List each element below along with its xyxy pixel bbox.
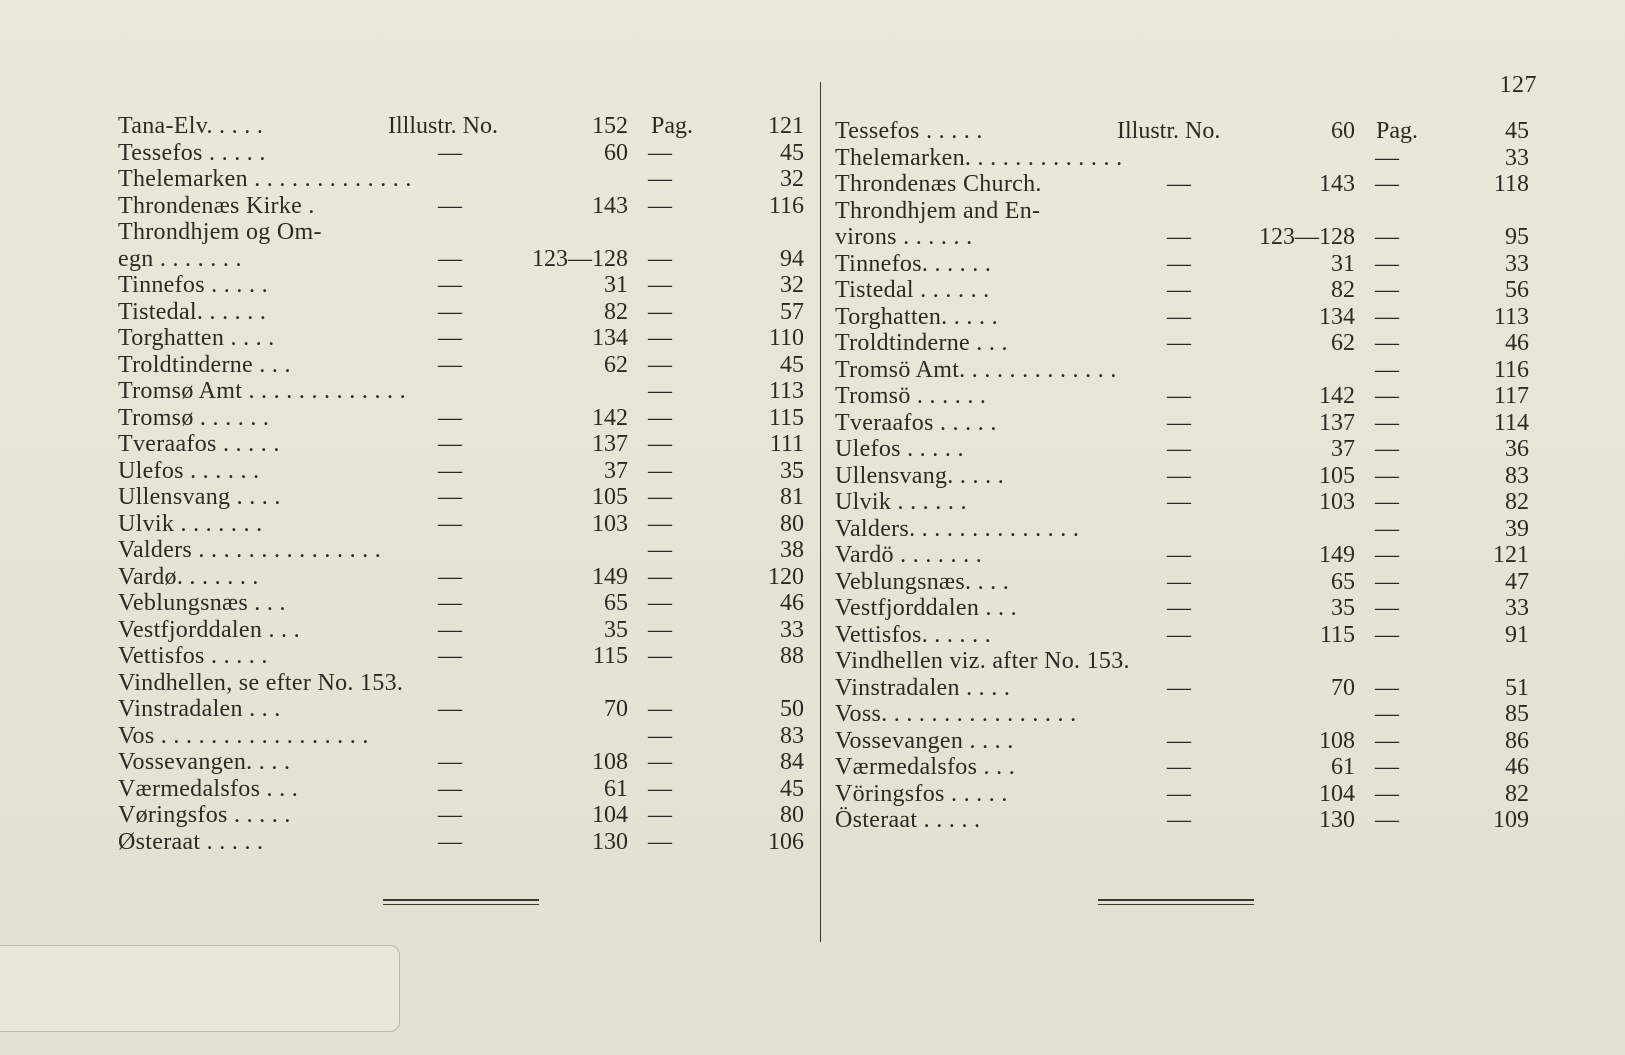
- entry-name: Tveraafos . . . . .: [118, 431, 280, 457]
- entry-illustration-number: 62: [1331, 330, 1355, 356]
- entry-illustration-number: 115: [592, 643, 628, 669]
- end-rule-right: [1098, 899, 1254, 901]
- entry-name: Tromsø . . . . . .: [118, 404, 270, 431]
- entry-illustration-ditto: —: [438, 696, 462, 722]
- entry-page-ditto: —: [1375, 754, 1399, 780]
- entry-illustration-number: 130: [592, 828, 628, 855]
- entry-name: Tromsö . . . . . .: [835, 383, 987, 409]
- entry-name: Ullensvang. . . . .: [835, 462, 1005, 489]
- entry-page-number: 36: [1505, 436, 1529, 462]
- entry-page-ditto: —: [648, 404, 672, 431]
- entry-name: Vestfjorddalen . . .: [118, 616, 300, 643]
- entry-illustration-number: 62: [604, 351, 628, 378]
- entry-name: Vöringsfos . . . . .: [835, 780, 1008, 807]
- entry-page-number: 33: [780, 616, 804, 643]
- entry-page-ditto: —: [1375, 250, 1399, 277]
- entry-name: Vindhellen, se efter No. 153.: [118, 669, 404, 696]
- entry-illustration-ditto: —: [438, 192, 462, 219]
- entry-illustration-number: 70: [604, 696, 628, 722]
- entry-illustration-ditto: —: [438, 510, 462, 537]
- entry-name: Valders. . . . . . . . . . . . . .: [835, 515, 1080, 542]
- entry-illustration-ditto: —: [438, 325, 462, 351]
- entry-illustration-ditto: —: [438, 298, 462, 325]
- entry-page-ditto: —: [1375, 144, 1399, 171]
- entry-illustration-number: 60: [604, 139, 628, 166]
- entry-page-number: 45: [780, 139, 804, 166]
- entry-page-number: 32: [780, 166, 804, 192]
- entry-page-number: 95: [1505, 224, 1529, 250]
- entry-page-number: 51: [1505, 674, 1529, 701]
- entry-page-ditto: —: [1375, 356, 1399, 383]
- entry-illustration-number: 152: [592, 113, 628, 139]
- entry-page-number: 33: [1505, 250, 1529, 277]
- entry-illustration-number: 149: [1319, 542, 1355, 568]
- page-label: Pag.: [651, 113, 693, 139]
- entry-name: Thelemarken. . . . . . . . . . . . .: [835, 144, 1123, 171]
- entry-illustration-number: 35: [1331, 595, 1355, 621]
- entry-illustration-ditto: —: [1167, 462, 1191, 489]
- entry-illustration-number: 65: [1331, 568, 1355, 595]
- entry-page-ditto: —: [648, 722, 672, 749]
- page-number: 127: [1499, 72, 1537, 98]
- entry-page-number: 32: [780, 272, 804, 298]
- column-divider: [820, 82, 821, 942]
- entry-name: Tessefos . . . . .: [835, 118, 983, 144]
- entry-page-number: 50: [780, 696, 804, 722]
- entry-illustration-number: 142: [1319, 383, 1355, 409]
- entry-illustration-ditto: —: [1167, 409, 1191, 436]
- entry-page-number: 84: [780, 749, 804, 775]
- entry-name: Tessefos . . . . .: [118, 139, 266, 166]
- entry-page-number: 120: [768, 563, 804, 590]
- entry-illustration-ditto: —: [438, 431, 462, 457]
- entry-illustration-ditto: —: [1167, 171, 1191, 197]
- entry-illustration-ditto: —: [1167, 674, 1191, 701]
- entry-page-number: 86: [1505, 727, 1529, 754]
- entry-illustration-ditto: —: [438, 457, 462, 484]
- entry-illustration-number: 37: [604, 457, 628, 484]
- page-tab-shadow: [0, 945, 400, 1032]
- entry-page-number: 106: [768, 828, 804, 855]
- entry-illustration-ditto: —: [438, 272, 462, 298]
- entry-page-number: 80: [780, 802, 804, 828]
- entry-page-ditto: —: [1375, 409, 1399, 436]
- entry-illustration-number: 61: [604, 775, 628, 802]
- entry-page-number: 94: [780, 245, 804, 272]
- entry-illustration-number: 134: [1319, 303, 1355, 330]
- entry-illustration-number: 103: [1319, 489, 1355, 515]
- entry-page-ditto: —: [648, 484, 672, 510]
- entry-page-ditto: —: [648, 775, 672, 802]
- entry-name: Torghatten . . . .: [118, 325, 275, 351]
- entry-name: Ulefos . . . . . .: [118, 457, 260, 484]
- entry-page-ditto: —: [1375, 330, 1399, 356]
- entry-page-ditto: —: [1375, 462, 1399, 489]
- entry-page-number: 109: [1493, 807, 1529, 833]
- entry-page-number: 83: [1505, 462, 1529, 489]
- entry-page-ditto: —: [648, 510, 672, 537]
- entry-page-ditto: —: [648, 272, 672, 298]
- entry-page-ditto: —: [1375, 542, 1399, 568]
- entry-name: Vinstradalen . . .: [118, 696, 281, 722]
- entry-page-ditto: —: [648, 298, 672, 325]
- entry-illustration-number: 82: [604, 298, 628, 325]
- entry-name: Vos . . . . . . . . . . . . . . . . .: [118, 722, 369, 749]
- entry-illustration-number: 115: [1319, 621, 1355, 648]
- entry-page-ditto: —: [648, 590, 672, 616]
- entry-name: Vøringsfos . . . . .: [118, 802, 291, 828]
- entry-page-ditto: —: [1375, 383, 1399, 409]
- entry-page-number: 91: [1505, 621, 1529, 648]
- entry-name: egn . . . . . . .: [118, 245, 242, 272]
- entry-page-ditto: —: [648, 696, 672, 722]
- entry-page-number: 88: [780, 643, 804, 669]
- entry-illustration-number: 37: [1331, 436, 1355, 462]
- entry-name: Tromsø Amt . . . . . . . . . . . . .: [118, 378, 406, 404]
- entry-illustration-number: 137: [592, 431, 628, 457]
- entry-name: Vettisfos . . . . .: [118, 643, 268, 669]
- entry-illustration-ditto: —: [1167, 224, 1191, 250]
- entry-illustration-number: 123—128: [1259, 224, 1355, 250]
- entry-illustration-ditto: —: [1167, 250, 1191, 277]
- entry-name: Throndhjem og Om-: [118, 219, 322, 245]
- entry-page-number: 113: [768, 378, 804, 404]
- entry-illustration-ditto: —: [438, 643, 462, 669]
- entry-illustration-ditto: —: [438, 828, 462, 855]
- entry-page-number: 46: [1505, 330, 1529, 356]
- entry-illustration-number: 31: [1331, 250, 1355, 277]
- entry-page-ditto: —: [648, 616, 672, 643]
- entry-page-ditto: —: [1375, 303, 1399, 330]
- entry-name: Throndenæs Kirke .: [118, 192, 315, 219]
- entry-illustration-number: 149: [592, 563, 628, 590]
- entry-illustration-number: 104: [592, 802, 628, 828]
- entry-illustration-ditto: Illustr. No.: [1117, 118, 1221, 144]
- entry-page-number: 117: [1493, 383, 1529, 409]
- entry-name: Österaat . . . . .: [835, 807, 981, 833]
- entry-page-number: 35: [780, 457, 804, 484]
- entry-illustration-ditto: Illlustr. No.: [388, 113, 499, 139]
- entry-page-number: 121: [1493, 542, 1529, 568]
- entry-page-ditto: —: [648, 457, 672, 484]
- end-rule-left: [383, 899, 539, 901]
- entry-page-ditto: —: [1375, 701, 1399, 727]
- entry-name: Tistedal. . . . . .: [118, 298, 267, 325]
- entry-page-ditto: —: [648, 828, 672, 855]
- entry-illustration-ditto: —: [1167, 595, 1191, 621]
- entry-illustration-number: 123—128: [532, 245, 628, 272]
- entry-name: Vinstradalen . . . .: [835, 674, 1011, 701]
- entry-illustration-number: 35: [604, 616, 628, 643]
- entry-illustration-number: 65: [604, 590, 628, 616]
- entry-page-ditto: —: [1375, 674, 1399, 701]
- entry-page-ditto: —: [1375, 489, 1399, 515]
- entry-name: Veblungsnæs . . .: [118, 590, 286, 616]
- entry-illustration-number: 82: [1331, 277, 1355, 303]
- entry-page-number: 110: [768, 325, 804, 351]
- entry-illustration-number: 108: [1319, 727, 1355, 754]
- entry-name: virons . . . . . .: [835, 224, 973, 250]
- entry-name: Voss. . . . . . . . . . . . . . . .: [835, 701, 1077, 727]
- entry-illustration-ditto: —: [1167, 727, 1191, 754]
- entry-illustration-ditto: —: [438, 775, 462, 802]
- entry-name: Veblungsnæs. . . .: [835, 568, 1010, 595]
- entry-page-ditto: —: [648, 431, 672, 457]
- entry-page-number: 38: [780, 537, 804, 563]
- entry-page-ditto: —: [1375, 436, 1399, 462]
- entry-page-ditto: —: [1375, 171, 1399, 197]
- entry-page-number: 46: [1505, 754, 1529, 780]
- entry-illustration-number: 134: [592, 325, 628, 351]
- entry-illustration-ditto: —: [438, 351, 462, 378]
- entry-page-number: 39: [1505, 515, 1529, 542]
- entry-name: Valders . . . . . . . . . . . . . . .: [118, 537, 382, 563]
- entry-page-number: 47: [1505, 568, 1529, 595]
- entry-name: Vindhellen viz. after No. 153.: [835, 648, 1130, 674]
- entry-name: Thelemarken . . . . . . . . . . . . .: [118, 166, 412, 192]
- entry-illustration-number: 105: [592, 484, 628, 510]
- entry-name: Tinnefos . . . . .: [118, 272, 268, 298]
- entry-name: Værmedalsfos . . .: [835, 754, 1016, 780]
- entry-illustration-ditto: —: [438, 139, 462, 166]
- entry-page-number: 121: [768, 113, 804, 139]
- entry-page-ditto: —: [648, 351, 672, 378]
- entry-page-ditto: —: [1375, 568, 1399, 595]
- entry-page-number: 85: [1505, 701, 1529, 727]
- entry-illustration-number: 70: [1331, 674, 1355, 701]
- entry-illustration-number: 143: [592, 192, 628, 219]
- entry-page-number: 45: [1505, 118, 1529, 144]
- entry-illustration-number: 60: [1331, 118, 1355, 144]
- entry-page-ditto: —: [648, 166, 672, 192]
- entry-page-ditto: —: [648, 749, 672, 775]
- entry-page-number: 81: [780, 484, 804, 510]
- entry-page-ditto: —: [1375, 515, 1399, 542]
- entry-page-ditto: —: [1375, 727, 1399, 754]
- entry-page-number: 83: [780, 722, 804, 749]
- entry-illustration-ditto: —: [438, 563, 462, 590]
- entry-name: Ullensvang . . . .: [118, 484, 281, 510]
- entry-illustration-ditto: —: [438, 616, 462, 643]
- entry-page-number: 116: [1493, 356, 1529, 383]
- entry-name: Tistedal . . . . . .: [835, 277, 990, 303]
- entry-page-number: 113: [1493, 303, 1529, 330]
- entry-page-ditto: —: [1375, 780, 1399, 807]
- entry-name: Værmedalsfos . . .: [118, 775, 299, 802]
- entry-page-number: 45: [780, 775, 804, 802]
- entry-illustration-ditto: —: [1167, 277, 1191, 303]
- entry-page-number: 111: [769, 431, 804, 457]
- entry-name: Vardö . . . . . . .: [835, 542, 983, 568]
- entry-illustration-number: 142: [592, 404, 628, 431]
- entry-page-number: 118: [1493, 171, 1529, 197]
- entry-page-ditto: —: [1375, 595, 1399, 621]
- entry-page-ditto: —: [1375, 277, 1399, 303]
- entry-name: Østeraat . . . . .: [118, 828, 264, 855]
- entry-illustration-ditto: —: [438, 484, 462, 510]
- entry-illustration-ditto: —: [1167, 436, 1191, 462]
- entry-illustration-ditto: —: [438, 749, 462, 775]
- entry-name: Tveraafos . . . . .: [835, 409, 997, 436]
- entry-illustration-number: 61: [1331, 754, 1355, 780]
- entry-illustration-ditto: —: [1167, 330, 1191, 356]
- entry-page-ditto: —: [1375, 224, 1399, 250]
- entry-page-number: 33: [1505, 144, 1529, 171]
- entry-name: Throndenæs Church.: [835, 171, 1042, 197]
- entry-illustration-number: 31: [604, 272, 628, 298]
- page-label: Pag.: [1376, 118, 1418, 144]
- entry-name: Tromsö Amt. . . . . . . . . . . . .: [835, 356, 1117, 383]
- entry-name: Troldtinderne . . .: [835, 330, 1008, 356]
- entry-illustration-number: 137: [1319, 409, 1355, 436]
- entry-page-ditto: —: [648, 378, 672, 404]
- entry-page-ditto: —: [648, 537, 672, 563]
- entry-illustration-ditto: —: [438, 404, 462, 431]
- entry-page-number: 45: [780, 351, 804, 378]
- entry-illustration-ditto: —: [1167, 568, 1191, 595]
- entry-page-number: 82: [1505, 780, 1529, 807]
- entry-illustration-ditto: —: [1167, 780, 1191, 807]
- entry-page-number: 80: [780, 510, 804, 537]
- entry-page-number: 46: [780, 590, 804, 616]
- entry-page-ditto: —: [1375, 621, 1399, 648]
- entry-illustration-ditto: —: [1167, 754, 1191, 780]
- entry-name: Troldtinderne . . .: [118, 351, 291, 378]
- entry-name: Vossevangen. . . .: [118, 749, 291, 775]
- entry-page-ditto: —: [648, 192, 672, 219]
- entry-page-ditto: —: [648, 139, 672, 166]
- entry-illustration-ditto: —: [438, 245, 462, 272]
- entry-page-number: 82: [1505, 489, 1529, 515]
- entry-illustration-ditto: —: [1167, 542, 1191, 568]
- entry-page-ditto: —: [648, 643, 672, 669]
- entry-page-number: 116: [768, 192, 804, 219]
- entry-name: Vossevangen . . . .: [835, 727, 1014, 754]
- entry-illustration-ditto: —: [1167, 621, 1191, 648]
- entry-illustration-ditto: —: [438, 802, 462, 828]
- entry-name: Ulvik . . . . . . .: [118, 510, 263, 537]
- entry-page-number: 57: [780, 298, 804, 325]
- entry-illustration-number: 143: [1319, 171, 1355, 197]
- entry-page-ditto: —: [648, 563, 672, 590]
- entry-illustration-number: 105: [1319, 462, 1355, 489]
- entry-page-ditto: —: [648, 802, 672, 828]
- entry-name: Ulvik . . . . . .: [835, 489, 967, 515]
- entry-page-ditto: —: [648, 325, 672, 351]
- entry-name: Vettisfos. . . . . .: [835, 621, 991, 648]
- entry-page-number: 115: [768, 404, 804, 431]
- entry-name: Tana-Elv. . . . .: [118, 113, 264, 139]
- entry-name: Throndhjem and En-: [835, 197, 1041, 224]
- entry-illustration-ditto: —: [438, 590, 462, 616]
- entry-name: Vestfjorddalen . . .: [835, 595, 1017, 621]
- entry-name: Ulefos . . . . .: [835, 436, 964, 462]
- entry-illustration-number: 103: [592, 510, 628, 537]
- entry-illustration-number: 104: [1319, 780, 1355, 807]
- entry-page-number: 33: [1505, 595, 1529, 621]
- entry-illustration-ditto: —: [1167, 807, 1191, 833]
- entry-illustration-number: 130: [1319, 807, 1355, 833]
- entry-name: Tinnefos. . . . . .: [835, 250, 992, 277]
- entry-page-number: 114: [1493, 409, 1529, 436]
- entry-name: Torghatten. . . . .: [835, 303, 998, 330]
- entry-illustration-ditto: —: [1167, 383, 1191, 409]
- entry-name: Vardø. . . . . . .: [118, 563, 259, 590]
- entry-page-ditto: —: [1375, 807, 1399, 833]
- entry-illustration-ditto: —: [1167, 489, 1191, 515]
- entry-page-number: 56: [1505, 277, 1529, 303]
- entry-page-ditto: —: [648, 245, 672, 272]
- entry-illustration-ditto: —: [1167, 303, 1191, 330]
- entry-illustration-number: 108: [592, 749, 628, 775]
